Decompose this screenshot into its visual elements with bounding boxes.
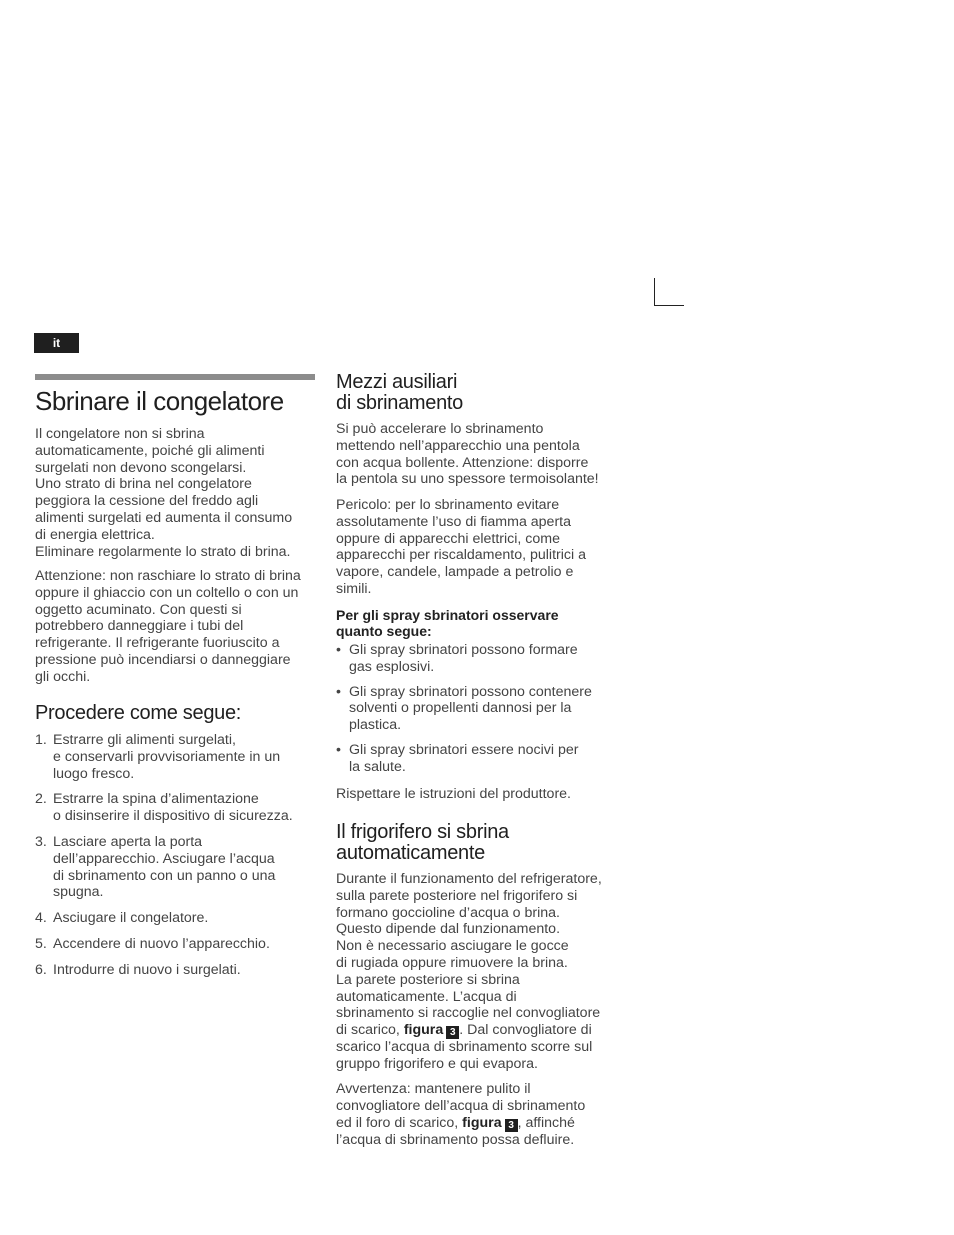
- text-line: gruppo frigorifero e qui evapora.: [336, 1055, 538, 1072]
- bullet-text: Gli spray sbrinatori possono contenere solventi o propellenti dannosi per la plastica.: [349, 683, 592, 734]
- text-line: mettendo nell’apparecchio una pentola: [336, 437, 580, 454]
- step-item: [35, 791, 319, 825]
- manufacturer-note: Rispettare le istruzioni del produttore.: [336, 786, 572, 802]
- text-line: Attenzione: non raschiare lo strato di brina: [35, 568, 301, 584]
- spray-label-text: [336, 607, 620, 639]
- notice-tail-lines: [336, 1132, 574, 1148]
- danger-paragraph: [336, 497, 620, 598]
- notice-lines: [336, 1081, 585, 1114]
- step-number: 3.: [35, 833, 47, 850]
- text-line: Questo dipende dal funzionamento.: [336, 921, 561, 938]
- fridge-section: [336, 822, 620, 864]
- step-item: [35, 962, 319, 979]
- aids-text: [336, 421, 620, 488]
- notice-fig-after: , affinché: [517, 1114, 575, 1131]
- text-line: oppure di apparecchi elettrici, come: [336, 530, 560, 547]
- bullet-item: [336, 642, 620, 676]
- bullet-text: Gli spray sbrinatori possono formare gas esplosivi.: [349, 642, 578, 675]
- text-line: Durante il funzionamento del refrigeratore,: [336, 871, 602, 887]
- fridge-fig-after: . Dal convogliatore di: [459, 1022, 592, 1039]
- fridge-tail-lines: [336, 1039, 592, 1072]
- crop-mark-vertical: [654, 278, 655, 305]
- text-line: assolutamente l’uso di fiamma aperta: [336, 513, 572, 530]
- text-line: formano goccioline d’acqua o brina.: [336, 904, 560, 921]
- text-line: Il congelatore non si sbrina: [35, 426, 205, 442]
- step-number: 2.: [35, 791, 47, 808]
- text-line: convogliatore dell’acqua di sbrinamento: [336, 1097, 586, 1114]
- bullet-dot-icon: •: [336, 642, 341, 658]
- procedure-heading: Procedere come segue:: [35, 702, 242, 724]
- notice-paragraph: [336, 1081, 626, 1148]
- step-text: Estrarre la spina d’alimentazione o disinserire il dispositivo di sicurezza.: [53, 791, 293, 825]
- text-line: Pericolo: per lo sbrinamento evitare: [336, 497, 560, 513]
- text-line: peggiora la cessione del freddo agli: [35, 493, 259, 510]
- text-line: oppure il ghiaccio con un coltello o con un: [35, 584, 299, 601]
- text-line: refrigerante. Il refrigerante fuoriuscito a: [35, 635, 280, 652]
- fridge-lines: [336, 871, 602, 1021]
- step-text: Asciugare il congelatore.: [53, 910, 209, 927]
- bullets-list: [336, 642, 620, 776]
- step-text: Lasciare aperta la porta dell’apparecchio. Asciugare l’acqua di sbrinamento con un panno o una spugna.: [53, 833, 276, 901]
- text-line: Si può accelerare lo sbrinamento: [336, 421, 544, 437]
- text-line: automaticamente. L’acqua di: [336, 988, 517, 1005]
- text-line: Avvertenza: mantenere pulito il: [336, 1081, 531, 1097]
- step-item: [35, 910, 319, 927]
- bullet-text: Gli spray sbrinatori essere nocivi per la salute.: [349, 741, 579, 775]
- text-line: pressione può incendiarsi o danneggiare: [35, 651, 291, 668]
- intro-paragraph: [35, 426, 319, 560]
- figure-link[interactable]: figura: [462, 1114, 502, 1131]
- text-line: simili.: [336, 580, 372, 597]
- crop-mark-horizontal: [654, 305, 684, 306]
- aids-paragraph: [336, 421, 620, 488]
- step-text: Accendere di nuovo l’apparecchio.: [53, 935, 270, 952]
- figure-link[interactable]: figura: [403, 1022, 444, 1039]
- step-number: 6.: [35, 961, 47, 978]
- section-rule: [35, 374, 315, 380]
- warning-text: [35, 568, 319, 686]
- text-line: automaticamente: [336, 842, 485, 864]
- text-line: quanto segue:: [336, 623, 432, 639]
- text-line: alimenti surgelati ed aumenta il consumo: [35, 509, 293, 526]
- figure-number-badge: 3: [505, 1119, 518, 1132]
- bullet-dot-icon: •: [336, 741, 341, 758]
- text-line: oggetto acuminato. Con questi si: [35, 601, 242, 618]
- text-line: La parete posteriore si sbrina: [336, 971, 520, 988]
- text-line: sulla parete posteriore nel frigorifero si: [336, 887, 578, 904]
- step-item: [35, 834, 319, 901]
- text-line: potrebbero danneggiare i tubi del: [35, 618, 244, 635]
- text-line: apparecchi per riscaldamento, pulitrici a: [336, 547, 586, 564]
- step-number: 4.: [35, 910, 47, 927]
- bullet-item: [336, 684, 620, 734]
- text-line: vapore, candele, lampade a petrolio e: [336, 564, 574, 581]
- figure-number-badge: 3: [446, 1026, 459, 1039]
- step-number: 5.: [35, 935, 47, 952]
- fridge-paragraph: [336, 871, 626, 1073]
- intro-text: [35, 426, 319, 560]
- text-line: di energia elettrica.: [35, 526, 155, 543]
- text-line: di rugiada oppure rimuovere la brina.: [336, 954, 568, 971]
- fridge-fig-before: di scarico,: [336, 1022, 404, 1039]
- text-line: Uno strato di brina nel congelatore: [35, 476, 252, 493]
- text-line: surgelati non devono scongelarsi.: [35, 459, 247, 476]
- text-line: gli occhi.: [35, 668, 91, 685]
- step-item: [35, 732, 319, 782]
- text-line: Non è necessario asciugare le gocce: [336, 938, 569, 955]
- bullet-item: [336, 742, 620, 776]
- text-line: la pentola su uno spessore termoisolante!: [336, 471, 599, 488]
- text-line: automaticamente, poiché gli alimenti: [35, 442, 265, 459]
- notice-text: [336, 1081, 626, 1148]
- step-text: Introdurre di nuovo i surgelati.: [53, 961, 241, 978]
- text-line: scarico l’acqua di sbrinamento scorre sul: [336, 1039, 593, 1056]
- aids-heading: [336, 372, 620, 414]
- spray-label: [336, 607, 620, 639]
- text-line: Eliminare regolarmente lo strato di brina.: [35, 543, 291, 560]
- text-line: sbrinamento si raccoglie nel convogliatore: [336, 1005, 601, 1022]
- step-text: Estrarre gli alimenti surgelati, e conservarli provvisoriamente in un luogo fresco.: [53, 732, 281, 782]
- notice-fig-before: ed il foro di scarico,: [336, 1114, 463, 1131]
- warning-paragraph: [35, 568, 319, 686]
- aids-section: [336, 372, 620, 414]
- danger-text: [336, 497, 620, 598]
- procedure-steps: [35, 732, 319, 988]
- text-line: di sbrinamento: [336, 392, 463, 414]
- text-line: l’acqua di sbrinamento possa defluire.: [336, 1131, 575, 1148]
- text-line: con acqua bollente. Attenzione: disporre: [336, 454, 589, 471]
- procedure-section: [35, 703, 319, 724]
- bullet-dot-icon: •: [336, 683, 341, 700]
- page-title: Sbrinare il congelatore: [35, 386, 284, 416]
- manufacturer-paragraph: [336, 786, 620, 803]
- steps-list: [35, 732, 319, 979]
- text-line: Per gli spray sbrinatori osservare: [336, 607, 559, 623]
- step-item: [35, 936, 319, 953]
- text-line: Mezzi ausiliari: [336, 371, 458, 393]
- spray-bullets: [336, 642, 620, 784]
- step-number: 1.: [35, 732, 47, 748]
- text-line: Il frigorifero si sbrina: [336, 821, 509, 843]
- fridge-text: [336, 871, 626, 1073]
- language-badge: it: [34, 333, 79, 353]
- fridge-heading: [336, 822, 620, 864]
